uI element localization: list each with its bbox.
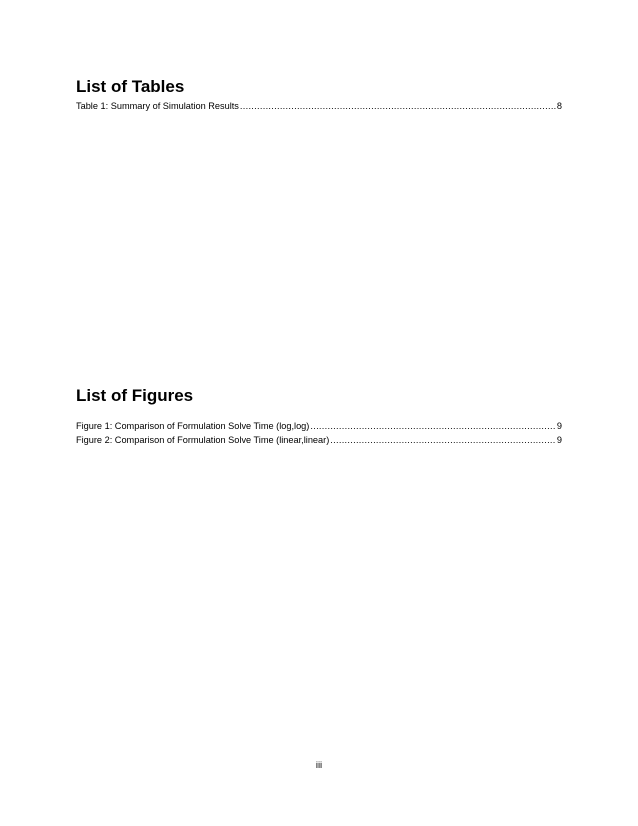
figures-toc-list: [76, 419, 562, 447]
toc-entry-label: Table 1: Summary of Simulation Results: [76, 101, 239, 111]
tables-toc-list: [76, 99, 562, 113]
dot-leader: [240, 99, 556, 113]
toc-entry-figure-2[interactable]: [76, 433, 562, 447]
list-of-figures-heading: List of Figures: [76, 386, 194, 405]
list-of-tables-section: [76, 77, 562, 113]
toc-entry-figure-1[interactable]: [76, 419, 562, 433]
toc-entry-label: Figure 1: Comparison of Formulation Solve Time (log,log): [76, 421, 310, 431]
list-of-figures-section: [76, 386, 562, 447]
dot-leader: [330, 433, 556, 447]
toc-entry-table-1[interactable]: [76, 99, 562, 113]
page-number-footer: iii: [315, 760, 323, 771]
toc-entry-page-number: 8: [556, 101, 562, 111]
toc-entry-page-number: 9: [556, 435, 562, 445]
list-of-tables-heading: List of Tables: [76, 77, 185, 96]
toc-entry-page-number: 9: [556, 421, 562, 431]
toc-entry-label: Figure 2: Comparison of Formulation Solve Time (linear,linear): [76, 435, 330, 445]
dot-leader: [310, 419, 556, 433]
